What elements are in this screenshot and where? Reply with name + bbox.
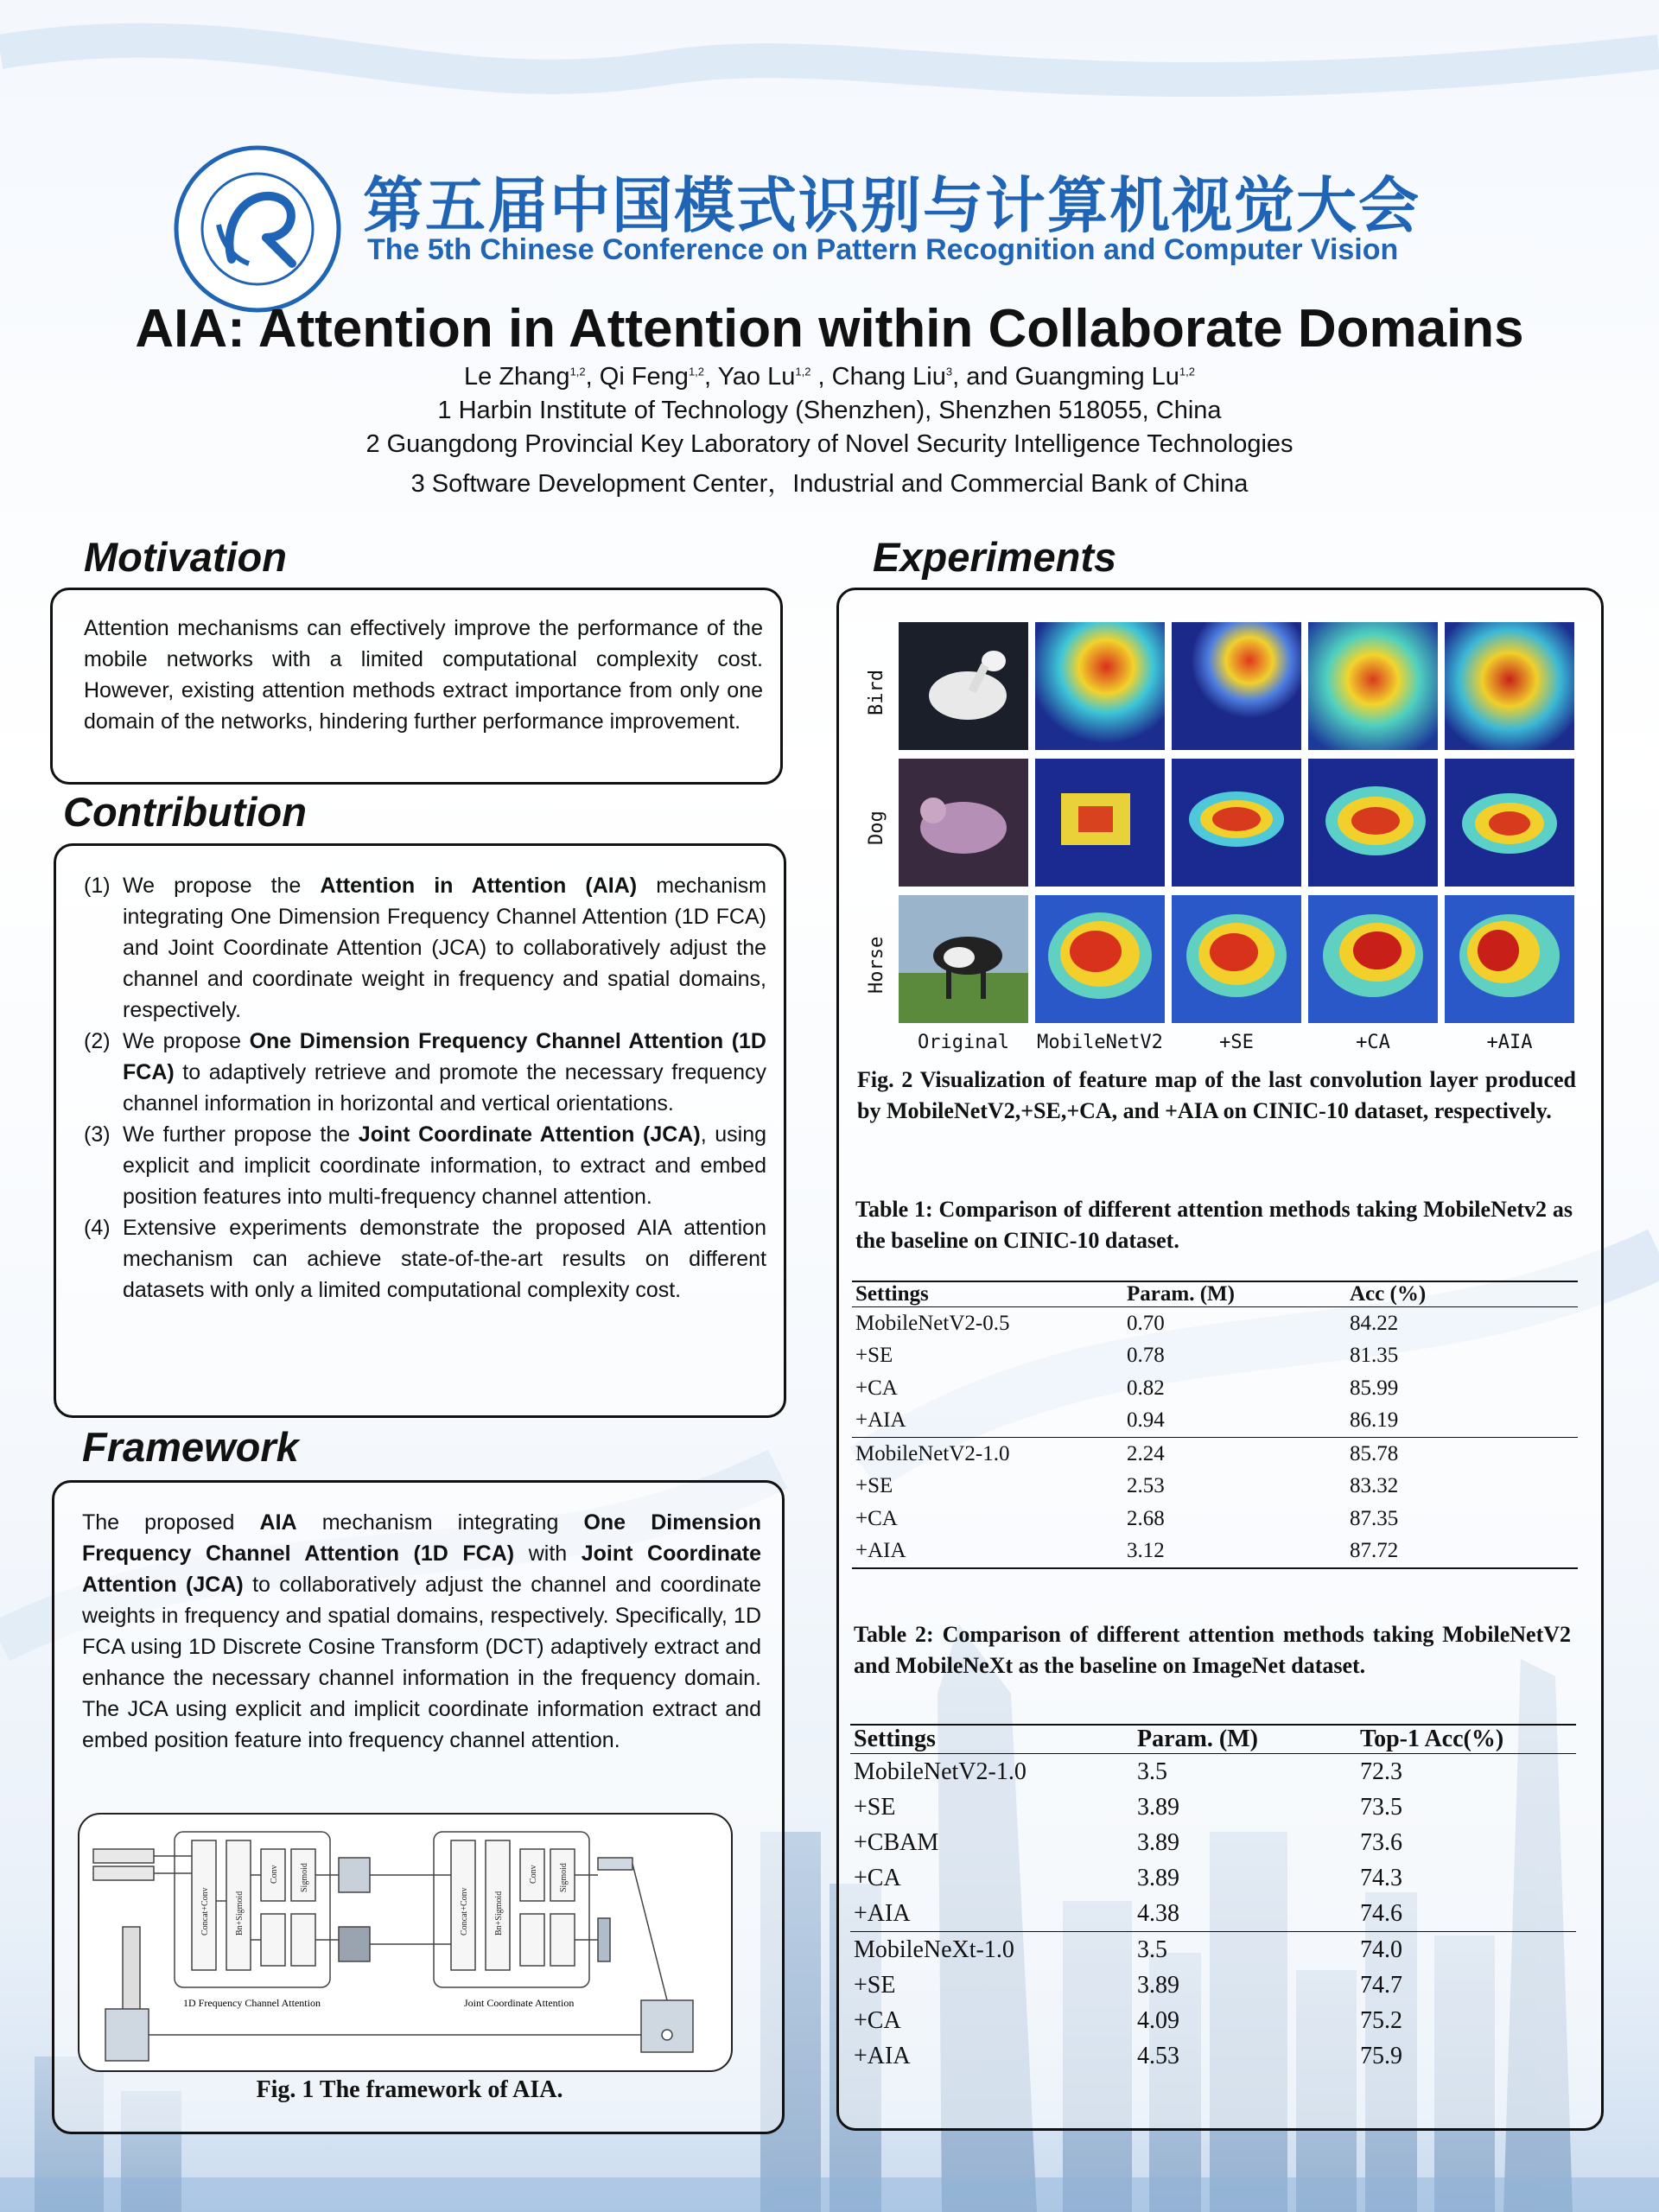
table2 bbox=[850, 1724, 1576, 2074]
table-row bbox=[850, 1825, 1576, 1860]
table-cell: 0.82 bbox=[1127, 1376, 1165, 1400]
original-image-bird bbox=[899, 622, 1028, 750]
table-cell: 87.72 bbox=[1350, 1539, 1399, 1563]
author-line bbox=[0, 363, 1659, 391]
text-run: mechanism integrating bbox=[296, 1510, 584, 1535]
contribution-item bbox=[84, 1026, 766, 1119]
heatmap-bird-se bbox=[1172, 622, 1301, 750]
item-text: We propose the bbox=[123, 874, 321, 898]
table-cell: 3.89 bbox=[1137, 1971, 1179, 1999]
row-label-dog: Dog bbox=[866, 810, 887, 845]
table-row bbox=[852, 1372, 1578, 1405]
table-cell: 74.6 bbox=[1360, 1899, 1402, 1927]
heatmap-horse-ca bbox=[1308, 895, 1438, 1023]
heatmap-dog-aia bbox=[1445, 759, 1574, 887]
table-cell: +CA bbox=[855, 1506, 898, 1530]
table-cell: MobileNeXt-1.0 bbox=[854, 1936, 1014, 1963]
table-cell: 85.78 bbox=[1350, 1441, 1399, 1465]
author-affiliation-mark: 1,2 bbox=[688, 365, 705, 378]
item-bold-text: Attention in Attention (AIA) bbox=[320, 874, 638, 898]
table-cell: +AIA bbox=[854, 1899, 911, 1927]
conv-block-label: Conv bbox=[529, 1865, 538, 1884]
table-header-row bbox=[850, 1725, 1576, 1754]
table-row bbox=[852, 1471, 1578, 1503]
table-row bbox=[852, 1503, 1578, 1535]
col-label-aia: +AIA bbox=[1486, 1032, 1533, 1053]
experiments-heading: Experiments bbox=[873, 534, 1117, 580]
table-cell: 3.89 bbox=[1137, 1864, 1179, 1891]
table-cell: 73.6 bbox=[1360, 1828, 1402, 1856]
table-row bbox=[850, 2003, 1576, 2038]
item-text: to adaptively retrieve and promote the necessary frequency channel information in horizontal and vertical orientations. bbox=[123, 1060, 766, 1116]
item-bold-text: One Dimension Frequency Channel Attention (1D FCA) bbox=[123, 1029, 766, 1084]
concat-block-label: Concat+Conv bbox=[200, 1887, 210, 1936]
column-header: Top-1 Acc(%) bbox=[1360, 1726, 1504, 1752]
heatmap-dog-mobilenetv2 bbox=[1035, 759, 1165, 887]
original-image-dog bbox=[899, 759, 1028, 887]
table-cell: 75.2 bbox=[1360, 2006, 1402, 2034]
framework-heading: Framework bbox=[82, 1424, 299, 1470]
contribution-item bbox=[84, 1212, 766, 1306]
motivation-heading: Motivation bbox=[84, 534, 287, 580]
bn-block-label: Bn+Sigmoid bbox=[494, 1891, 504, 1936]
item-bold-text: Joint Coordinate Attention (JCA) bbox=[358, 1122, 701, 1147]
table-cell: 0.70 bbox=[1127, 1311, 1165, 1335]
table-cell: MobileNetV2-1.0 bbox=[855, 1441, 1010, 1465]
fca-label: 1D Frequency Channel Attention bbox=[183, 1997, 321, 2009]
sigmoid-block-label: Sigmoid bbox=[559, 1863, 569, 1892]
table-row bbox=[852, 1405, 1578, 1438]
table-cell: 72.3 bbox=[1360, 1758, 1402, 1785]
table-cell: +SE bbox=[854, 1793, 896, 1821]
table-row bbox=[850, 1860, 1576, 1896]
table-cell: 73.5 bbox=[1360, 1793, 1402, 1821]
table-cell: +CA bbox=[854, 1864, 901, 1891]
table-cell: 2.24 bbox=[1127, 1441, 1165, 1465]
column-header: Settings bbox=[854, 1726, 936, 1752]
conference-title-cn: 第五届中国模式识别与计算机视觉大会 bbox=[363, 170, 1421, 241]
item-text: mechanism integrating One Dimension Frequency Channel Attention (1D FCA) and Joint Coordinate Attention (JCA) to collaboratively adjust the channel and coordinate weight in frequency and spatial domains, respectively. bbox=[123, 874, 767, 1022]
table-cell: 74.0 bbox=[1360, 1936, 1402, 1963]
table-cell: 81.35 bbox=[1350, 1344, 1399, 1368]
item-number: (1) bbox=[84, 874, 111, 898]
table-cell: +AIA bbox=[855, 1408, 906, 1433]
conference-title-en: The 5th Chinese Conference on Pattern Recognition and Computer Vision bbox=[367, 233, 1399, 266]
table-row bbox=[852, 1340, 1578, 1373]
author-separator: , bbox=[810, 363, 832, 391]
contribution-item bbox=[84, 1119, 766, 1212]
item-text: We further propose the bbox=[123, 1122, 359, 1147]
table-cell: 84.22 bbox=[1350, 1311, 1399, 1335]
table-row bbox=[850, 2038, 1576, 2074]
motivation-box bbox=[50, 588, 783, 785]
feature-map-grid bbox=[866, 622, 1573, 1054]
fig1-caption: Fig. 1 The framework of AIA. bbox=[256, 2076, 563, 2103]
column-header: Acc (%) bbox=[1350, 1282, 1427, 1306]
table-cell: 75.9 bbox=[1360, 2042, 1402, 2069]
text-run: The proposed bbox=[82, 1510, 260, 1535]
table-cell: MobileNetV2-1.0 bbox=[854, 1758, 1027, 1785]
heatmap-dog-ca bbox=[1308, 759, 1438, 887]
table-row bbox=[850, 1754, 1576, 1790]
table-cell: 3.5 bbox=[1137, 1758, 1167, 1785]
item-text: Extensive experiments demonstrate the proposed AIA attention mechanism can achieve state-of-the-art results on different datasets with only a limited computational complexity cost. bbox=[123, 1216, 766, 1302]
table-cell: +SE bbox=[855, 1344, 893, 1368]
affiliation-1: 1 Harbin Institute of Technology (Shenzhen), Shenzhen 518055, China bbox=[437, 397, 1222, 424]
table-cell: +CA bbox=[854, 2006, 901, 2034]
author-name: Chang Liu bbox=[831, 363, 946, 391]
framework-text bbox=[82, 1507, 761, 1756]
text-run: to collaboratively adjust the channel and coordinate weights in frequency and spatial domains, respectively. Specifically, 1D FCA using 1D Discrete Cosine Transform (DCT) adaptively extract and enhance the necessary channel information in the frequency domain. The JCA using explicit and implicit coordinate information extract and embed position feature into frequency channel attention. bbox=[82, 1573, 761, 1752]
affiliation-3: 3 Software Development Center，Industrial and Commercial Bank of China bbox=[410, 470, 1249, 498]
item-text: , using explicit and implicit coordinate information, to extract and embed position features into multi-frequency channel attention. bbox=[123, 1122, 766, 1209]
table-row bbox=[850, 1967, 1576, 2003]
table1-caption: Table 1: Comparison of different attention methods taking MobileNetv2 as the baseline on CINIC-10 dataset. bbox=[855, 1197, 1573, 1253]
item-number: (4) bbox=[84, 1216, 111, 1240]
table-header-row bbox=[852, 1281, 1578, 1307]
original-image-horse bbox=[899, 895, 1028, 1023]
table-row bbox=[852, 1535, 1578, 1569]
contribution-box bbox=[54, 843, 786, 1418]
table-row bbox=[852, 1307, 1578, 1340]
framework-diagram bbox=[79, 1815, 731, 2070]
table1-container bbox=[852, 1281, 1578, 1569]
table-cell: 3.5 bbox=[1137, 1936, 1167, 1963]
text-run-bold: One Dimension Frequency Channel Attention (1D FCA) bbox=[82, 1510, 761, 1566]
table-cell: 4.09 bbox=[1137, 2006, 1179, 2034]
table-cell: 3.89 bbox=[1137, 1793, 1179, 1821]
fig2-caption: Fig. 2 Visualization of feature map of the last convolution layer produced by MobileNetV2,+SE,+CA, and +AIA on CINIC-10 dataset, respectively. bbox=[857, 1067, 1576, 1123]
author-separator: , bbox=[585, 363, 600, 391]
table-cell: +AIA bbox=[854, 2042, 911, 2069]
author-name: Yao Lu bbox=[717, 363, 796, 391]
table1 bbox=[852, 1281, 1578, 1569]
author-separator: , and bbox=[952, 363, 1015, 391]
concat-block-label: Concat+Conv bbox=[460, 1887, 469, 1936]
author-name: Qi Feng bbox=[599, 363, 689, 391]
framework-figure bbox=[78, 1813, 733, 2072]
col-label-ca: +CA bbox=[1356, 1032, 1390, 1053]
bn-block-label: Bn+Sigmoid bbox=[235, 1891, 245, 1936]
table-cell: MobileNetV2-0.5 bbox=[855, 1311, 1010, 1335]
heatmap-dog-se bbox=[1172, 759, 1301, 887]
column-header: Param. (M) bbox=[1127, 1282, 1235, 1306]
author-affiliation-mark: 1,2 bbox=[795, 365, 811, 378]
table-row bbox=[852, 1438, 1578, 1471]
heatmap-horse-aia bbox=[1445, 895, 1574, 1023]
row-label-bird: Bird bbox=[866, 670, 887, 715]
column-header: Param. (M) bbox=[1137, 1726, 1258, 1752]
text-run-bold: Joint Coordinate Attention (JCA) bbox=[82, 1541, 761, 1597]
table-cell: 85.99 bbox=[1350, 1376, 1399, 1400]
table-cell: 0.78 bbox=[1127, 1344, 1165, 1368]
table2-caption: Table 2: Comparison of different attention methods taking MobileNetV2 and MobileNeXt as the baseline on ImageNet dataset. bbox=[854, 1622, 1571, 1678]
table-cell: 3.12 bbox=[1127, 1539, 1165, 1563]
table-cell: 87.35 bbox=[1350, 1506, 1399, 1530]
table-cell: 86.19 bbox=[1350, 1408, 1399, 1433]
author-affiliation-mark: 3 bbox=[945, 365, 953, 378]
table-cell: 74.3 bbox=[1360, 1864, 1402, 1891]
column-header: Settings bbox=[855, 1282, 929, 1306]
sigmoid-block-label: Sigmoid bbox=[300, 1863, 309, 1892]
contribution-list bbox=[84, 870, 766, 1306]
table-cell: 83.32 bbox=[1350, 1474, 1399, 1498]
table-cell: 0.94 bbox=[1127, 1408, 1165, 1433]
author-name: Le Zhang bbox=[464, 363, 570, 391]
paper-title: AIA: Attention in Attention within Collaborate Domains bbox=[135, 299, 1524, 359]
table-cell: +SE bbox=[855, 1474, 893, 1498]
table-cell: +CBAM bbox=[854, 1828, 939, 1856]
col-label-mobilenetv2: MobileNetV2 bbox=[1037, 1032, 1163, 1053]
item-text: We propose bbox=[123, 1029, 250, 1053]
table-cell: 2.68 bbox=[1127, 1506, 1165, 1530]
heatmap-bird-ca bbox=[1308, 622, 1438, 750]
table-cell: 4.53 bbox=[1137, 2042, 1179, 2069]
author-affiliation-mark: 1,2 bbox=[1179, 365, 1195, 378]
heatmap-bird-mobilenetv2 bbox=[1035, 622, 1165, 750]
table-cell: +CA bbox=[855, 1376, 898, 1400]
table2-container bbox=[850, 1724, 1576, 2074]
heatmap-horse-mobilenetv2 bbox=[1035, 895, 1165, 1023]
table-cell: +SE bbox=[854, 1971, 896, 1999]
heatmap-bird-aia bbox=[1445, 622, 1574, 750]
affiliation-2: 2 Guangdong Provincial Key Laboratory of Novel Security Intelligence Technologies bbox=[365, 430, 1294, 458]
conference-logo bbox=[171, 143, 344, 315]
table-cell: 4.38 bbox=[1137, 1899, 1179, 1927]
table-row bbox=[850, 1896, 1576, 1932]
jca-label: Joint Coordinate Attention bbox=[464, 1997, 575, 2009]
table-cell: 74.7 bbox=[1360, 1971, 1402, 1999]
author-affiliation-mark: 1,2 bbox=[569, 365, 586, 378]
conv-block-label: Conv bbox=[270, 1865, 279, 1884]
table-row bbox=[850, 1789, 1576, 1825]
heatmap-horse-se bbox=[1172, 895, 1301, 1023]
contribution-heading: Contribution bbox=[63, 789, 307, 835]
col-label-se: +SE bbox=[1219, 1032, 1254, 1053]
row-label-horse: Horse bbox=[866, 936, 887, 994]
text-run: with bbox=[514, 1541, 582, 1566]
col-label-original: Original bbox=[918, 1032, 1009, 1053]
contribution-item bbox=[84, 870, 766, 1026]
table-row bbox=[850, 1932, 1576, 1968]
item-number: (3) bbox=[84, 1122, 111, 1147]
motivation-text: Attention mechanisms can effectively improve the performance of the mobile networks with a limited computational complexity cost. However, existing attention methods extract importance from only one domain of the networks, hindering further performance improvement. bbox=[84, 616, 763, 734]
item-number: (2) bbox=[84, 1029, 111, 1053]
table-cell: 3.89 bbox=[1137, 1828, 1179, 1856]
table-cell: +AIA bbox=[855, 1539, 906, 1563]
text-run-bold: AIA bbox=[259, 1510, 297, 1535]
table-cell: 2.53 bbox=[1127, 1474, 1165, 1498]
author-name: Guangming Lu bbox=[1014, 363, 1179, 391]
author-separator: , bbox=[704, 363, 718, 391]
